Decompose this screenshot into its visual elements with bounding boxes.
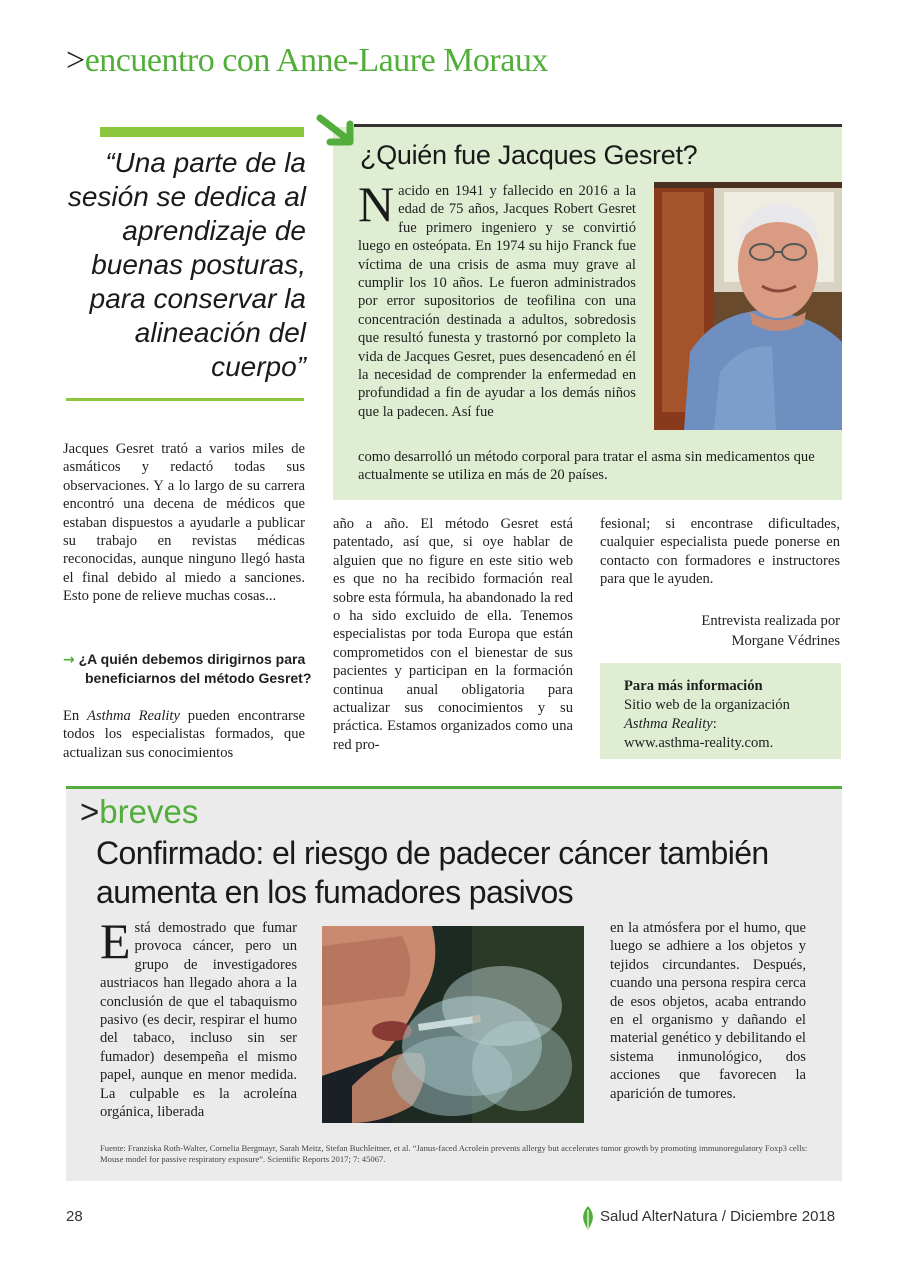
breves-prefix: > (80, 793, 100, 830)
info-colon: : (712, 716, 717, 732)
breves-col1-paragraph (100, 913, 297, 1121)
sidebar-text (358, 176, 636, 421)
sidebar-text-continued: como desarrolló un método corporal para tratar el asma sin medicamentos que actualmente se utiliza en más de 20 países. (358, 449, 815, 484)
answer-pre: En (63, 708, 88, 724)
sidebar-top-rule (354, 124, 842, 127)
arrow-right-icon: → (63, 652, 75, 668)
dropcap-e: E (100, 913, 131, 969)
page-number: 28 (66, 1208, 83, 1225)
breves-label-text: breves (99, 793, 199, 830)
quote-bar-bottom (66, 398, 304, 401)
info-org-name: Asthma Reality (624, 716, 713, 732)
leaf-icon (580, 1205, 596, 1231)
breves-top-rule (66, 786, 842, 789)
info-line1: Sitio web de la organización (624, 697, 790, 713)
quote-bar-top (100, 127, 304, 137)
answer-post: pueden encontrarse todos los especialistas formados, que actualizan sus conocimientos (63, 708, 305, 761)
smoking-photo (322, 926, 584, 1123)
body-col1-paragraph: Jacques Gesret trató a varios miles de asmáticos y redactó todas sus observaciones. Y a lo largo de su carrera encontró una decena de médicos que estaban dispuestos a ayudarle a publicar su trabajo en revistas médicas reconocidas, aunque ninguno llegó hasta el final debido al miedo a sanciones. Esto pone de relieve muchas cosas... (63, 441, 305, 605)
question-heading (63, 650, 327, 688)
question-text: ¿A quién debemos dirigirnos para beneficiarnos del método Gesret? (78, 651, 312, 687)
sidebar-title: ¿Quién fue Jacques Gesret? (360, 140, 698, 170)
dropcap-n: N (358, 176, 395, 232)
interview-credit (600, 611, 840, 651)
breves-title: Confirmado: el riesgo de padecer cáncer también aumenta en los fumadores pasivos (96, 835, 769, 910)
footer-brand: Salud AlterNatura / Diciembre 2018 (600, 1208, 836, 1225)
breves-label (80, 793, 198, 831)
credit-line1: Entrevista realizada por (701, 613, 840, 629)
header-prefix: > (66, 42, 85, 79)
credit-author: Morgane Védrines (731, 633, 840, 649)
sidebar-text-main: acido en 1941 y fallecido en 2016 a la edad de 75 años, Jacques Robert Gesret fue primero ingeniero y se convirtió luego en osteópata. En 1974 su hijo Franck fue víctima de una crisis de asma muy grave al cumplir los 10 años. Le fueron administrados por error supositorios de teofilina con una concentración destinada a adultos, sobredosis que resultó funesta y trastornó por completo la vida de Jacques Gesret, pues desencadenó en él la necesidad de comprender la enfermedad en profundidad a fin de ayudar a los demás niños que la padecen. Así fue (358, 183, 636, 420)
body-col2-paragraph: año a año. El método Gesret está patentado, así que, si oye hablar de alguien que no figure en este sitio web es que no ha recibido formación real sobre esta fórmula, ha abandonado la red o ha sido excluido de ella. Tenemos especialistas por toda Europa que están comprometidos con el bienestar de sus pacientes y participan en la formación continua anual obligatoria para actualizar sus conocimientos y su práctica. Estamos organizados como una red pro- (333, 516, 573, 753)
body-col3-paragraph: fesional; si encontrase dificultades, cualquier especialista puede ponerse en contacto con formadores e instructores para que le ayuden. (600, 516, 840, 588)
info-text (624, 677, 834, 753)
portrait-photo (654, 182, 842, 430)
source-note: Fuente: Franziska Roth-Walter, Cornelia Bergmayr, Sarah Meitz, Stefan Buchleitner, et al. “Janus-faced Acrolein prevents allergy but accelerates tumor growth by promoting immunoregulatory Foxp3 cells: Mouse model for passive respiratory exposure”. Scientific Reports 2017; 7: 45067. (100, 1143, 808, 1164)
answer-org-name: Asthma Reality (87, 708, 180, 724)
answer-paragraph (63, 707, 305, 762)
info-heading: Para más información (624, 678, 763, 694)
breves-col2-paragraph: en la atmósfera por el humo, que luego se adhiere a los objetos y tejidos circundantes. Después, cuando una persona respira cerca de esos objetos, acaba entrando en el organismo y dañando el material genético y debilitando el sistema inmunológico, dos acciones que favorecen la aparición de tumores. (610, 920, 806, 1102)
section-header (66, 42, 548, 80)
arrow-down-right-icon (316, 112, 360, 152)
info-url-link[interactable]: www.asthma-reality.com. (624, 735, 774, 751)
pull-quote: “Una parte de la sesión se dedica al aprendizaje de buenas posturas, para conservar la alineación del cuerpo” (67, 147, 306, 382)
breves-col1-text: stá demostrado que fumar provoca cáncer, pero un grupo de investigadores austriacos han llegado ahora a la conclusión de que el tabaquismo pasivo (es decir, respirar el humo del tabaco, incluso sin ser fumador) desempeña el mismo papel, aunque en menor medida. La culpable es la acroleína orgánica, liberada (100, 920, 297, 1121)
header-title: encuentro con Anne-Laure Moraux (84, 42, 548, 79)
